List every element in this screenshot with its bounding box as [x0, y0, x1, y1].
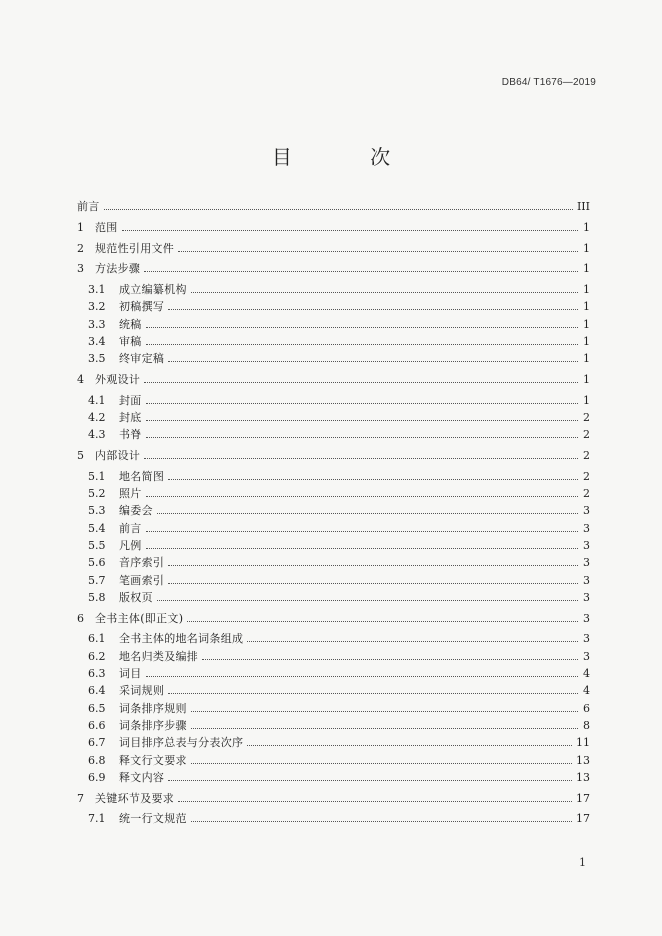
toc-entry-number: 6.8	[88, 753, 106, 767]
toc-entry[interactable]	[77, 535, 590, 552]
toc-entry-number: 6.6	[88, 718, 106, 732]
toc-entry-label: 方法步骤	[95, 262, 141, 276]
toc-entry-number: 4	[77, 372, 84, 386]
toc-entry-number: 7	[77, 791, 84, 805]
toc-entry-page: 8	[583, 718, 590, 732]
dot-leader	[146, 420, 578, 421]
dot-leader	[191, 711, 578, 712]
toc-entry-page: 4	[583, 684, 590, 698]
toc-entry[interactable]	[77, 787, 590, 804]
toc-entry-page: 17	[576, 791, 590, 805]
dot-leader	[157, 513, 578, 514]
toc-entry-page: 13	[576, 753, 590, 767]
toc-entry-label: 审稿	[119, 334, 142, 348]
toc-entry[interactable]	[77, 715, 590, 732]
toc-entry-page: 13	[576, 770, 590, 784]
toc-entry[interactable]	[77, 258, 590, 275]
page-number: 1	[579, 856, 586, 869]
toc-entry-label: 凡例	[119, 538, 142, 552]
dot-leader	[247, 641, 578, 642]
toc-entry[interactable]	[77, 645, 590, 662]
dot-leader	[191, 292, 578, 293]
toc-entry-page: 3	[583, 538, 590, 552]
toc-entry-number: 5.7	[88, 573, 106, 587]
toc-entry-label: 词条排序规则	[119, 701, 187, 715]
toc-entry-label: 音序索引	[119, 556, 165, 570]
toc-entry-number: 4.1	[88, 393, 106, 407]
dot-leader	[104, 209, 573, 210]
dot-leader	[178, 251, 578, 252]
toc-entry[interactable]	[77, 587, 590, 604]
toc-entry[interactable]	[77, 237, 590, 254]
toc-entry-number: 6.5	[88, 701, 106, 715]
toc-entry-label: 统稿	[119, 317, 142, 331]
toc-entry-page: 1	[583, 262, 590, 276]
dot-leader	[146, 344, 578, 345]
toc-entry-page: 3	[583, 556, 590, 570]
toc-entry-number: 6.2	[88, 649, 106, 663]
toc-entry-label: 前言	[77, 200, 100, 214]
toc-entry-page: 2	[583, 448, 590, 462]
dot-leader	[144, 382, 578, 383]
toc-entry[interactable]	[77, 296, 590, 313]
toc-entry-number: 3.2	[88, 300, 106, 314]
dot-leader	[144, 271, 578, 272]
dot-leader	[168, 693, 578, 694]
toc-entry-number: 3.4	[88, 334, 106, 348]
toc-entry-page: 2	[583, 428, 590, 442]
toc-entry-page: 3	[583, 504, 590, 518]
toc-entry-number: 3	[77, 262, 84, 276]
toc-entry-label: 全书主体的地名词条组成	[119, 632, 244, 646]
toc-entry-page: 3	[583, 649, 590, 663]
toc-entry-number: 6.1	[88, 632, 106, 646]
dot-leader	[168, 309, 578, 310]
toc-entry-page: 2	[583, 410, 590, 424]
toc-entry-number: 5.3	[88, 504, 106, 518]
toc-entry-label: 释文内容	[119, 770, 165, 784]
toc-entry[interactable]	[77, 767, 590, 784]
dot-leader	[122, 230, 578, 231]
table-of-contents	[77, 196, 590, 825]
toc-entry[interactable]	[77, 569, 590, 586]
toc-entry-page: 17	[576, 812, 590, 826]
toc-entry[interactable]	[77, 389, 590, 406]
toc-entry-page: 1	[583, 317, 590, 331]
toc-entry[interactable]	[77, 552, 590, 569]
toc-entry[interactable]	[77, 749, 590, 766]
toc-entry[interactable]	[77, 663, 590, 680]
toc-entry[interactable]	[77, 369, 590, 386]
toc-entry-label: 统一行文规范	[119, 812, 187, 826]
toc-entry-number: 6.4	[88, 684, 106, 698]
toc-entry-label: 成立编纂机构	[119, 282, 187, 296]
toc-entry[interactable]	[77, 808, 590, 825]
toc-entry-page: 1	[583, 334, 590, 348]
toc-entry-page: 1	[583, 241, 590, 255]
toc-entry-page: 1	[583, 282, 590, 296]
toc-entry-page: 3	[583, 611, 590, 625]
toc-entry-number: 5.2	[88, 486, 106, 500]
toc-entry-label: 封底	[119, 410, 142, 424]
toc-entry[interactable]	[77, 697, 590, 714]
toc-entry[interactable]	[77, 445, 590, 462]
toc-entry-page: 11	[576, 736, 590, 750]
toc-entry-number: 6	[77, 611, 84, 625]
dot-leader	[146, 548, 578, 549]
dot-leader	[168, 565, 578, 566]
toc-entry[interactable]	[77, 407, 590, 424]
toc-entry-number: 3.5	[88, 352, 106, 366]
toc-entry-page: III	[576, 200, 590, 214]
toc-entry[interactable]	[77, 500, 590, 517]
toc-entry-page: 2	[583, 486, 590, 500]
toc-entry-label: 初稿撰写	[119, 300, 165, 314]
toc-entry[interactable]	[77, 465, 590, 482]
standard-code: DB64/ T1676—2019	[501, 77, 596, 88]
toc-entry-number: 5.8	[88, 590, 106, 604]
dot-leader	[144, 458, 578, 459]
toc-entry-number: 1	[77, 220, 84, 234]
dot-leader	[146, 676, 578, 677]
dot-leader	[178, 801, 572, 802]
toc-entry-page: 4	[583, 666, 590, 680]
dot-leader	[202, 659, 578, 660]
toc-entry-page: 3	[583, 573, 590, 587]
toc-entry-number: 5	[77, 448, 84, 462]
dot-leader	[191, 821, 572, 822]
toc-entry-number: 6.7	[88, 736, 106, 750]
toc-entry-page: 3	[583, 521, 590, 535]
toc-entry-page: 1	[583, 372, 590, 386]
toc-entry-page: 1	[583, 352, 590, 366]
toc-entry[interactable]	[77, 424, 590, 441]
toc-entry[interactable]	[77, 483, 590, 500]
toc-entry[interactable]	[77, 217, 590, 234]
toc-entry-label: 关键环节及要求	[95, 791, 175, 805]
toc-entry-label: 词目	[119, 666, 142, 680]
toc-entry[interactable]	[77, 628, 590, 645]
toc-entry-label: 地名归类及编排	[119, 649, 199, 663]
toc-entry-label: 词条排序步骤	[119, 718, 187, 732]
toc-entry-page: 1	[583, 300, 590, 314]
dot-leader	[157, 600, 578, 601]
dot-leader	[146, 403, 578, 404]
toc-entry-label: 编委会	[119, 504, 153, 518]
toc-entry[interactable]	[77, 348, 590, 365]
toc-entry-number: 6.9	[88, 770, 106, 784]
toc-entry-page: 3	[583, 632, 590, 646]
dot-leader	[191, 728, 578, 729]
toc-entry-page: 1	[583, 220, 590, 234]
toc-entry[interactable]	[77, 279, 590, 296]
toc-entry-page: 1	[583, 393, 590, 407]
dot-leader	[146, 327, 578, 328]
toc-entry-number: 7.1	[88, 812, 106, 826]
toc-entry-number: 5.6	[88, 556, 106, 570]
toc-entry-number: 5.1	[88, 469, 106, 483]
toc-entry[interactable]	[77, 517, 590, 534]
toc-entry-number: 5.5	[88, 538, 106, 552]
dot-leader	[146, 531, 578, 532]
toc-entry-page: 6	[583, 701, 590, 715]
toc-entry-label: 封面	[119, 393, 142, 407]
toc-entry-number: 3.3	[88, 317, 106, 331]
toc-entry-number: 3.1	[88, 282, 106, 296]
toc-entry-label: 地名简图	[119, 469, 165, 483]
toc-entry-label: 词目排序总表与分表次序	[119, 736, 244, 750]
toc-entry-label: 内部设计	[95, 448, 141, 462]
toc-entry-number: 6.3	[88, 666, 106, 680]
dot-leader	[168, 780, 572, 781]
toc-entry-number: 5.4	[88, 521, 106, 535]
toc-entry-label: 终审定稿	[119, 352, 165, 366]
toc-entry-label: 全书主体(即正文)	[95, 611, 184, 625]
toc-entry-label: 书脊	[119, 428, 142, 442]
toc-entry-label: 版权页	[119, 590, 153, 604]
toc-entry[interactable]	[77, 680, 590, 697]
toc-entry-label: 照片	[119, 486, 142, 500]
toc-entry[interactable]	[77, 732, 590, 749]
dot-leader	[187, 621, 578, 622]
toc-entry-label: 笔画索引	[119, 573, 165, 587]
toc-entry-label: 外观设计	[95, 372, 141, 386]
toc-entry[interactable]	[77, 313, 590, 330]
toc-entry-label: 采词规则	[119, 684, 165, 698]
toc-entry-page: 2	[583, 469, 590, 483]
dot-leader	[168, 479, 578, 480]
page-title: 目 次	[271, 145, 427, 169]
toc-entry[interactable]	[77, 331, 590, 348]
dot-leader	[247, 745, 572, 746]
toc-entry-number: 4.3	[88, 428, 106, 442]
dot-leader	[168, 583, 578, 584]
toc-entry-page: 3	[583, 590, 590, 604]
toc-entry-label: 范围	[95, 220, 118, 234]
toc-entry-label: 规范性引用文件	[95, 241, 175, 255]
dot-leader	[146, 437, 578, 438]
toc-entry-number: 4.2	[88, 410, 106, 424]
dot-leader	[146, 496, 578, 497]
toc-entry[interactable]	[77, 196, 590, 213]
toc-entry[interactable]	[77, 607, 590, 624]
toc-entry-label: 释文行文要求	[119, 753, 187, 767]
toc-entry-label: 前言	[119, 521, 142, 535]
toc-entry-number: 2	[77, 241, 84, 255]
dot-leader	[168, 361, 578, 362]
dot-leader	[191, 763, 572, 764]
